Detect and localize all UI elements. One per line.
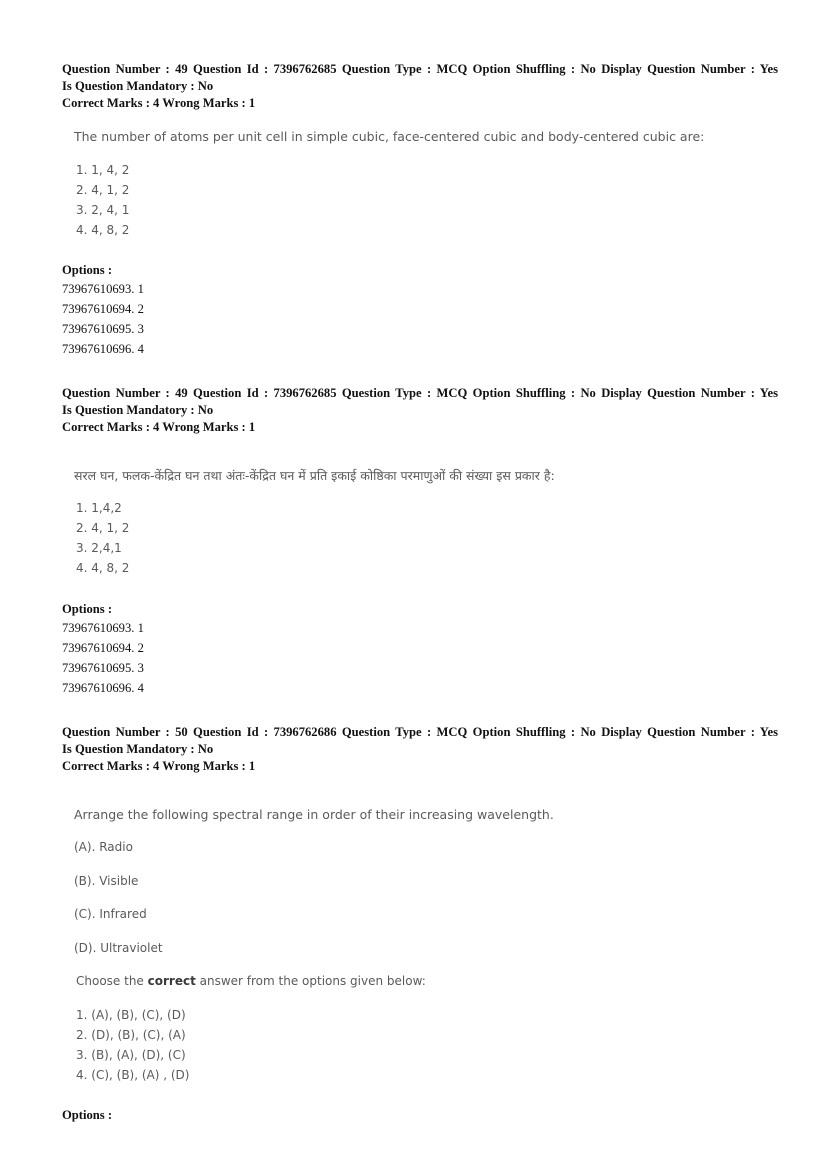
options-title: Options : xyxy=(62,1108,113,1122)
choice-item: 2. 4, 1, 2 xyxy=(76,521,130,535)
choice-item: 4. 4, 8, 2 xyxy=(76,223,130,237)
mandatory-line: Is Question Mandatory : No xyxy=(62,742,214,756)
question-meta-line: Question Number : 49 Question Id : 7396762685 Question Type : MCQ Option Shuffling : No Display Question Number : Yes xyxy=(62,386,778,400)
question-text: The number of atoms per unit cell in simple cubic, face-centered cubic and body-centered cubic are: xyxy=(74,129,705,144)
option-row: 73967610694. 2 xyxy=(62,641,144,655)
option-row: 73967610693. 1 xyxy=(62,621,144,635)
question-image xyxy=(62,458,778,588)
marks-line: Correct Marks : 4 Wrong Marks : 1 xyxy=(62,96,256,110)
question-header xyxy=(62,724,778,775)
choice-item: 2. 4, 1, 2 xyxy=(76,183,130,197)
option-row: 73967610694. 2 xyxy=(62,302,144,316)
list-item: (C). Infrared xyxy=(74,907,147,921)
question-text: Arrange the following spectral range in order of their increasing wavelength. xyxy=(74,807,554,822)
question-meta-line: Question Number : 50 Question Id : 7396762686 Question Type : MCQ Option Shuffling : No Display Question Number : Yes xyxy=(62,725,778,739)
choice-item: 3. 2,4,1 xyxy=(76,541,122,555)
question-header xyxy=(62,61,778,112)
options-title: Options : xyxy=(62,602,113,616)
option-row: 73967610695. 3 xyxy=(62,322,144,336)
instruction-before: Choose the xyxy=(76,974,148,988)
list-item: (B). Visible xyxy=(74,874,139,888)
list-item: (D). Ultraviolet xyxy=(74,941,163,955)
instruction-emphasis: correct xyxy=(147,974,196,988)
marks-line: Correct Marks : 4 Wrong Marks : 1 xyxy=(62,420,256,434)
options-title: Options : xyxy=(62,263,113,277)
instruction-text xyxy=(76,974,426,988)
instruction-after: answer from the options given below: xyxy=(195,974,426,988)
mandatory-line: Is Question Mandatory : No xyxy=(62,403,214,417)
choice-item: 3. (B), (A), (D), (C) xyxy=(76,1048,186,1062)
question-header xyxy=(62,385,778,436)
option-row: 73967610696. 4 xyxy=(62,342,144,356)
choice-item: 1. (A), (B), (C), (D) xyxy=(76,1008,186,1022)
question-text: सरल घन, फलक-केंद्रित घन तथा अंतः-केंद्रित घन में प्रति इकाई कोष्ठिका परमाणुओं की संख्या इस प्रकार है: xyxy=(74,468,555,483)
list-item: (A). Radio xyxy=(74,840,133,854)
choice-item: 1. 1,4,2 xyxy=(76,501,122,515)
choice-item: 2. (D), (B), (C), (A) xyxy=(76,1028,186,1042)
mandatory-line: Is Question Mandatory : No xyxy=(62,79,214,93)
option-row: 73967610693. 1 xyxy=(62,282,144,296)
option-row: 73967610696. 4 xyxy=(62,681,144,695)
question-meta-line: Question Number : 49 Question Id : 7396762685 Question Type : MCQ Option Shuffling : No Display Question Number : Yes xyxy=(62,62,778,76)
question-image xyxy=(62,798,778,1098)
question-image xyxy=(62,120,778,250)
choice-item: 3. 2, 4, 1 xyxy=(76,203,130,217)
choice-item: 4. (C), (B), (A) , (D) xyxy=(76,1068,190,1082)
marks-line: Correct Marks : 4 Wrong Marks : 1 xyxy=(62,759,256,773)
choice-item: 1. 1, 4, 2 xyxy=(76,163,130,177)
option-row: 73967610695. 3 xyxy=(62,661,144,675)
choice-item: 4. 4, 8, 2 xyxy=(76,561,130,575)
